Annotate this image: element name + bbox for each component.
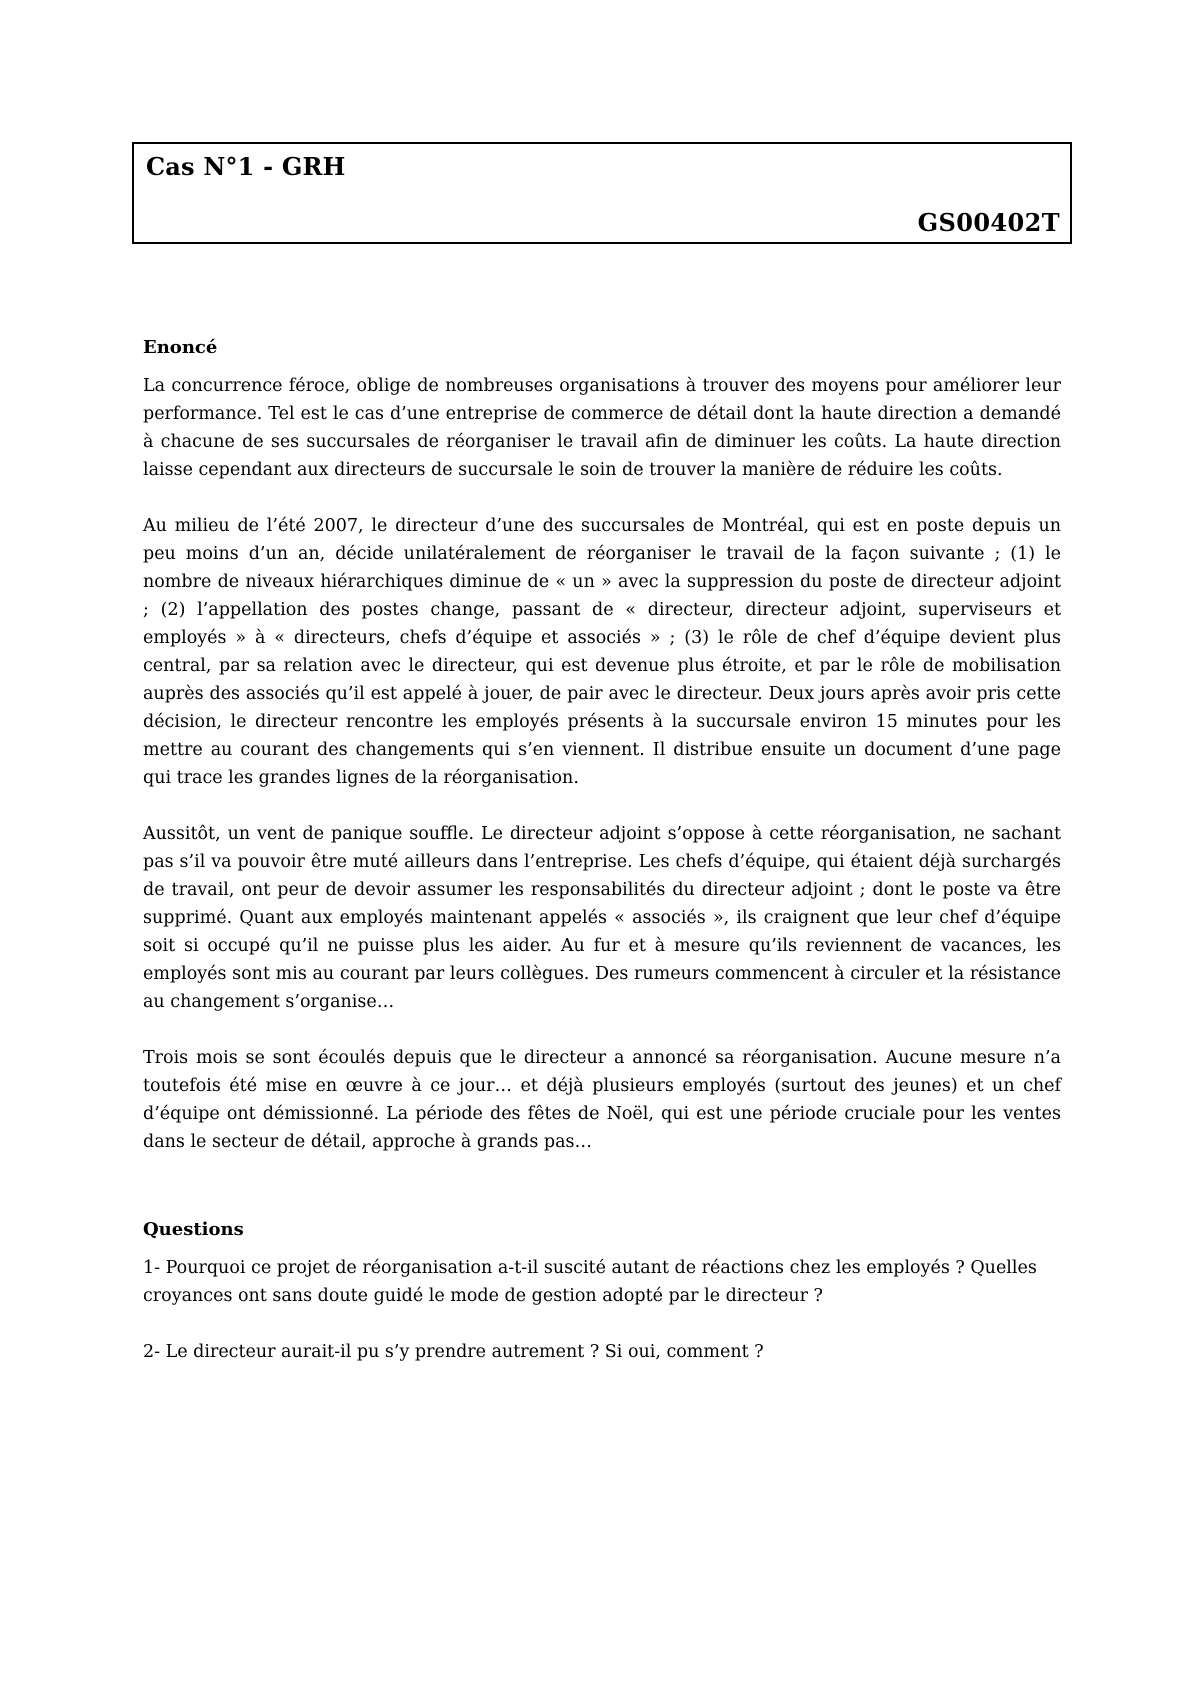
enonce-heading: Enoncé <box>143 337 218 358</box>
enonce-paragraph-2: Au milieu de l’été 2007, le directeur d’une des succursales de Montréal, qui est en poste depuis un peu moins d’un an, décide unilatéralement de réorganiser le travail de la façon suivante ; (1) le nombre de niveaux hiérarchiques diminue de « un » avec la suppression du poste de directeur adjoint ; (2) l’appellation des postes change, passant de « directeur, directeur adjoint, superviseurs et employés » à « directeurs, chefs d’équipe et associés » ; (3) le rôle de chef d’équipe devient plus central, par sa relation avec le directeur, qui est devenue plus étroite, et par le rôle de mobilisation auprès des associés qu’il est appelé à jouer, de pair avec le directeur. Deux jours après avoir pris cette décision, le directeur rencontre les employés présents à la succursale environ 15 minutes pour les mettre au courant des changements qui s’en viennent. Il distribue ensuite un document d’une page qui trace les grandes lignes de la réorganisation. <box>143 516 1061 788</box>
enonce-paragraph-3: Aussitôt, un vent de panique souffle. Le directeur adjoint s’oppose à cette réorganisation, ne sachant pas s’il va pouvoir être muté ailleurs dans l’entreprise. Les chefs d’équipe, qui étaient déjà surchargés de travail, ont peur de devoir assumer les responsabilités du directeur adjoint ; dont le poste va être supprimé. Quant aux employés maintenant appelés « associés », ils craignent que leur chef d’équipe soit si occupé qu’il ne puisse plus les aider. Au fur et à mesure qu’ils reviennent de vacances, les employés sont mis au courant par leurs collègues. Des rumeurs commencent à circuler et la résistance au changement s’organise… <box>143 824 1061 1012</box>
questions-heading: Questions <box>143 1219 244 1240</box>
course-code: GS00402T <box>917 208 1060 237</box>
document-body <box>143 334 1061 1394</box>
enonce-paragraph-4: Trois mois se sont écoulés depuis que le directeur a annoncé sa réorganisation. Aucune mesure n’a toutefois été mise en œuvre à ce jour… et déjà plusieurs employés (surtout des jeunes) et un chef d’équipe ont démissionné. La période des fêtes de Noël, qui est une période cruciale pour les ventes dans le secteur de détail, approche à grands pas… <box>143 1048 1061 1152</box>
enonce-paragraph-1: La concurrence féroce, oblige de nombreuses organisations à trouver des moyens pour améliorer leur performance. Tel est le cas d’une entreprise de commerce de détail dont la haute direction a demandé à chacune de ses succursales de réorganiser le travail afin de diminuer les coûts. La haute direction laisse cependant aux directeurs de succursale le soin de trouver la manière de réduire les coûts. <box>143 376 1061 480</box>
header-box <box>132 142 1072 244</box>
question-2: 2- Le directeur aurait-il pu s’y prendre autrement ? Si oui, comment ? <box>143 1342 764 1362</box>
question-1: 1- Pourquoi ce projet de réorganisation a-t-il suscité autant de réactions chez les employés ? Quelles croyances ont sans doute guidé le mode de gestion adopté par le directeur ? <box>143 1258 1037 1306</box>
case-title: Cas N°1 - GRH <box>146 152 346 181</box>
